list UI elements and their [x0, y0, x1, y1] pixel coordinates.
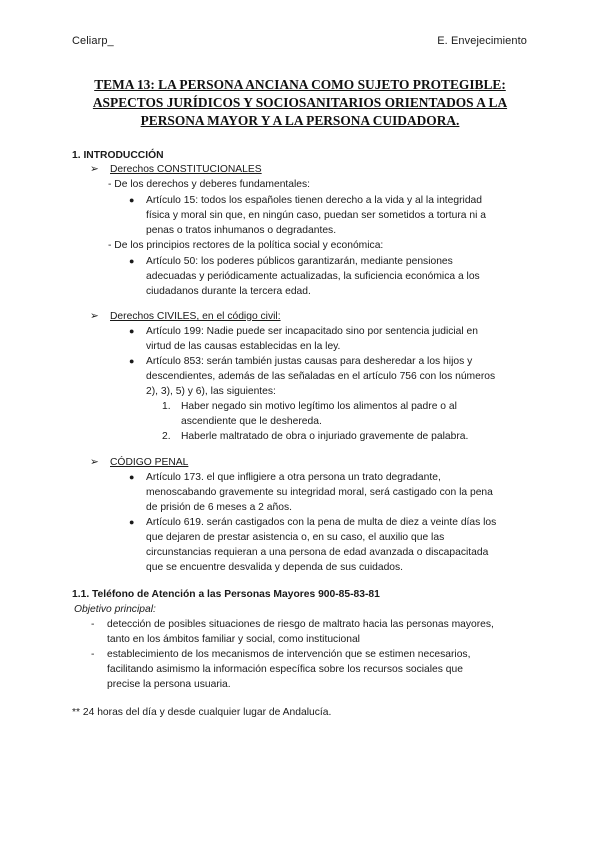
- bullet-icon: ●: [129, 356, 135, 366]
- arrow-icon: ➢: [90, 310, 99, 322]
- constitucionales-sub2: - De los principios rectores de la política social y económica:: [108, 240, 384, 251]
- header-right: E. Envejecimiento: [437, 35, 527, 47]
- list-item-line: Haber negado sin motivo legítimo los alimentos al padre o al: [181, 401, 457, 412]
- bullet-icon: ●: [129, 326, 135, 336]
- objective-item-line: facilitando asimismo la información específica sobre los recursos sociales que: [107, 664, 463, 675]
- art173-line: Artículo 173. el que infligiere a otra persona un trato degradante,: [146, 472, 441, 483]
- art619-line: que se encuentre desvalida y dependa de sus cuidados.: [146, 562, 404, 573]
- art853-line: 2), 3), 5) y 6), las siguientes:: [146, 386, 276, 397]
- constitucionales-sub1: - De los derechos y deberes fundamentales:: [108, 179, 311, 190]
- objective-item-line: detección de posibles situaciones de riesgo de maltrato hacia las personas mayores,: [107, 619, 494, 630]
- art619-line: circunstancias requieran a una persona de edad avanzada o discapacitada: [146, 547, 489, 558]
- art853-line: descendientes, además de las señaladas en el artículo 756 con los números: [146, 371, 496, 382]
- bullet-icon: ●: [129, 195, 135, 205]
- art619-line: Artículo 619. serán castigados con la pena de multa de diez a veinte días los: [146, 517, 497, 528]
- dash-icon: -: [91, 649, 95, 660]
- footnote: ** 24 horas del día y desde cualquier lugar de Andalucía.: [72, 707, 332, 718]
- art199-line: Artículo 199: Nadie puede ser incapacitado sino por sentencia judicial en: [146, 326, 478, 337]
- civiles-label: Derechos CIVILES, en el código civil:: [110, 311, 281, 322]
- list-item-line: Haberle maltratado de obra o injuriado gravemente de palabra.: [181, 431, 469, 442]
- section-heading-telefono: 1.1. Teléfono de Atención a las Personas Mayores 900-85-83-81: [72, 589, 380, 600]
- art853-line: Artículo 853: serán también justas causas para desheredar a los hijos y: [146, 356, 473, 367]
- objective-item-line: tanto en los ámbitos familiar y social, como institucional: [107, 634, 360, 645]
- penal-label: CÓDIGO PENAL: [110, 457, 189, 468]
- title-line: TEMA 13: LA PERSONA ANCIANA COMO SUJETO PROTEGIBLE:: [94, 77, 506, 92]
- art173-line: de prisión de 6 meses a 2 años.: [146, 502, 292, 513]
- art619-line: que dejaren de prestar asistencia o, en su caso, el auxilio que las: [146, 532, 445, 543]
- art15-line: física y moral sin que, en ningún caso, puedan ser sometidos a tortura ni a: [146, 210, 486, 221]
- arrow-icon: ➢: [90, 163, 99, 175]
- objective-item-line: precise la persona usuaria.: [107, 679, 231, 690]
- objective-item-line: establecimiento de los mecanismos de intervención que se estimen necesarios,: [107, 649, 471, 660]
- art199-line: virtud de las causas establecidas en la ley.: [146, 341, 341, 352]
- art15-line: Artículo 15: todos los españoles tienen derecho a la vida y al la integridad: [146, 195, 483, 206]
- document-title: [60, 76, 540, 130]
- art50-line: Artículo 50: los poderes públicos garantizarán, mediante pensiones: [146, 256, 453, 267]
- constitucionales-label: Derechos CONSTITUCIONALES: [110, 164, 262, 175]
- arrow-icon: ➢: [90, 456, 99, 468]
- art15-line: penas o tratos inhumanos o degradantes.: [146, 225, 337, 236]
- bullet-icon: ●: [129, 517, 135, 527]
- art173-line: menoscabando gravemente su integridad moral, será castigado con la pena: [146, 487, 493, 498]
- section-heading-introduccion: 1. INTRODUCCIÓN: [72, 150, 164, 161]
- dash-icon: -: [91, 619, 95, 630]
- list-number: 2.: [162, 431, 171, 442]
- objective-label: Objetivo principal:: [74, 604, 156, 615]
- art50-line: ciudadanos durante la tercera edad.: [146, 286, 311, 297]
- list-item-line: ascendiente que le deshereda.: [181, 416, 322, 427]
- title-line: ASPECTOS JURÍDICOS Y SOCIOSANITARIOS ORIENTADOS A LA: [92, 95, 508, 110]
- list-number: 1.: [162, 401, 171, 412]
- art50-line: adecuadas y periódicamente actualizadas, la suficiencia económica a los: [146, 271, 480, 282]
- title-line: PERSONA MAYOR Y A LA PERSONA CUIDADORA.: [140, 113, 460, 128]
- bullet-icon: ●: [129, 472, 135, 482]
- bullet-icon: ●: [129, 256, 135, 266]
- header-left: Celiarp_: [72, 35, 114, 47]
